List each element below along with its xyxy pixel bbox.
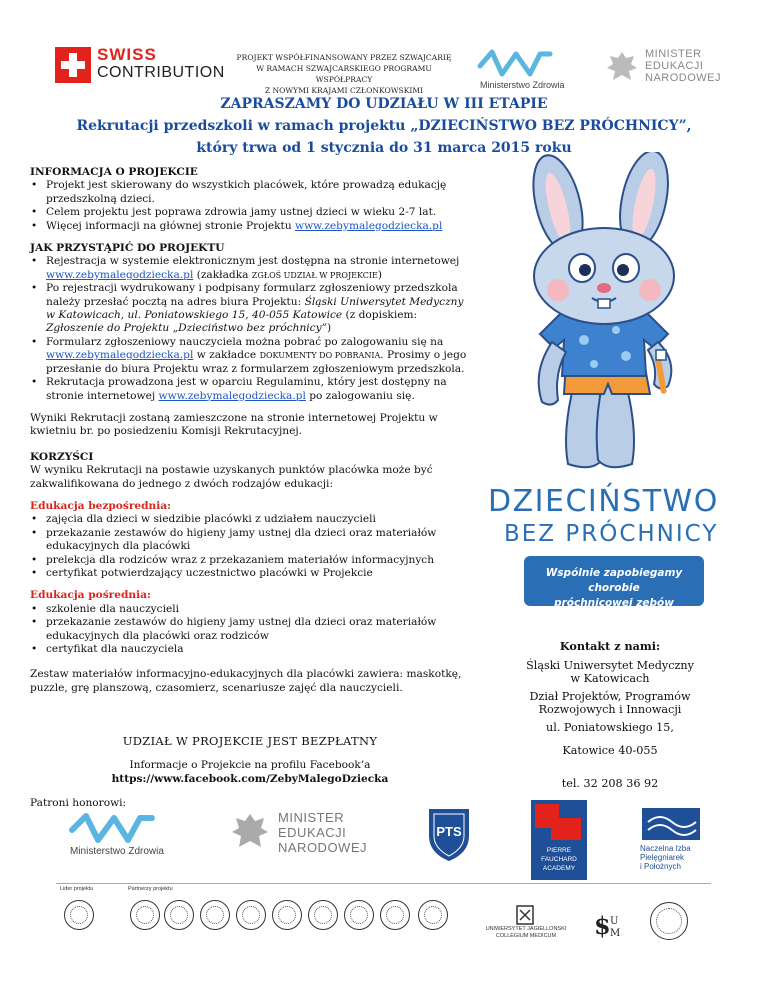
facebook-link[interactable]: https://www.facebook.com/ZebyMalegoDziecka	[111, 773, 389, 785]
spacer	[30, 439, 470, 451]
headline-line2: Rekrutacji przedszkoli w ramach projektu „DZIECIŃSTWO BEZ PRÓCHNICY”,	[76, 118, 692, 134]
partners-label: Partnerzy projektu	[128, 886, 173, 892]
list-item: • certyfikat potwierdzający uczestnictwo placówki w Projekcie	[30, 567, 470, 580]
text: (z dopiskiem:	[342, 309, 418, 322]
ministry-of-education-logo	[605, 48, 735, 88]
cofinancing-note	[228, 52, 460, 96]
tagline-line: próchnicowej zębów	[554, 597, 674, 609]
partner-seal-opole	[650, 902, 688, 940]
men-line: MINISTER	[278, 810, 345, 825]
patron-ministry-of-health-logo	[66, 810, 186, 860]
list-item: • przekazanie zestawów do higieny jamy ustnej dla dzieci oraz materiałów edukacyjnych dla placówki	[30, 527, 470, 554]
contact-line: Śląski Uniwersytet Medyczny	[526, 659, 694, 672]
eagle-emblem-icon	[605, 48, 639, 86]
pfa-line: ACADEMY	[542, 865, 576, 872]
svg-text:M: M	[610, 928, 621, 939]
main-content	[30, 166, 470, 695]
sum-monogram-icon	[592, 910, 632, 940]
list-item	[30, 255, 470, 282]
list-item: • certyfikat dla nauczyciela	[30, 643, 470, 656]
spacer	[30, 491, 470, 500]
text: (zakładka	[193, 268, 252, 281]
list-item	[30, 282, 470, 336]
partner-sum-logo	[592, 910, 632, 940]
teacher-form-link[interactable]: www.zebymalegodziecka.pl	[46, 349, 194, 362]
direct-education-title: Edukacja bezpośrednia:	[30, 499, 172, 512]
svg-text:U: U	[610, 916, 619, 927]
nip-line: i Położnych	[640, 862, 681, 871]
contact-title: Kontakt z nami:	[559, 639, 661, 653]
men-line: MINISTER	[645, 48, 702, 60]
contact-line: Katowice 40-055	[562, 744, 658, 757]
swiss-flag-icon	[55, 47, 91, 83]
patron-men-text	[278, 810, 367, 855]
section-title-benefits: KORZYŚCI	[30, 450, 94, 463]
ministry-of-health-label: Ministerstwo Zdrowia	[480, 80, 565, 90]
facebook-info	[30, 758, 470, 786]
brand-word2: BEZ PRÓCHNICY	[504, 521, 719, 547]
men-line: NARODOWEJ	[645, 72, 721, 84]
results-note: Wyniki Rekrutacji zostaną zamieszczone na stronie internetowej Projektu w kwietniu br. po posiedzeniu Komisji Rekrutacyjnej.	[30, 411, 438, 438]
pts-label: PTS	[436, 824, 462, 839]
patron-ministry-of-education-logo	[230, 808, 380, 864]
contact-box	[505, 640, 715, 790]
leader-label: Lider projektu	[60, 886, 94, 892]
patron-mz-label: Ministerstwo Zdrowia	[70, 846, 164, 857]
free-participation-note: UDZIAŁ W PROJEKCIE JEST BEZPŁATNY	[122, 734, 378, 748]
svg-text:$: $	[594, 911, 611, 940]
partner-seal-8	[344, 900, 374, 930]
facebook-text: Informacje o Projekcie na profilu Facebook’a	[129, 759, 371, 771]
text: w zakładce	[193, 349, 260, 362]
text: )	[327, 322, 332, 335]
kit-contents: Zestaw materiałów informacyjno-edukacyjnych dla placówki zawiera: maskotkę, puzzle, grę planszową, czasomierz, scenariusze zajęć dla nauczycieli.	[30, 668, 462, 694]
section-title-info: INFORMACJA O PROJEKCIE	[30, 166, 198, 178]
list-item	[30, 376, 470, 403]
section-title-join: JAK PRZYSTĄPIĆ DO PROJEKTU	[30, 242, 225, 255]
partner-seal-6	[272, 900, 302, 930]
cofinancing-line: W RAMACH SZWAJCARSKIEGO PROGRAMU WSPÓŁPRACY	[256, 64, 432, 84]
ministry-of-health-mark-icon	[66, 810, 186, 844]
patron-pts-logo	[426, 806, 472, 864]
list-item: • prelekcja dla rodziców wraz z przekazaniem materiałów informacyjnych	[30, 554, 470, 567]
nurses-chamber-text	[640, 844, 691, 871]
partner-seal-1	[64, 900, 94, 930]
tagline-line: Wspólnie zapobiegamy chorobie	[545, 567, 683, 594]
ministry-of-education-text	[645, 48, 721, 84]
partner-seal-2	[130, 900, 160, 930]
spacer	[30, 580, 470, 589]
list-item: • Celem projektu jest poprawa zdrowia jamy ustnej dzieci w wieku 2-7 lat.	[30, 206, 470, 219]
contact-line: Dział Projektów, Programów	[529, 690, 691, 703]
uj-text	[466, 926, 586, 940]
nip-line: Naczelna Izba	[640, 844, 691, 853]
text: )	[377, 268, 383, 281]
patrons-label: Patroni honorowi:	[30, 797, 127, 809]
regulations-link[interactable]: www.zebymalegodziecka.pl	[158, 389, 306, 402]
list-item	[30, 220, 470, 233]
men-line: NARODOWEJ	[278, 840, 367, 855]
uj-crest-icon	[466, 904, 586, 926]
headline-line1: ZAPRASZAMY DO UDZIAŁU W III ETAPIE	[220, 96, 548, 112]
text: . Prosimy o jego przesłanie do biura Projektu wraz z formularzem zgłoszeniowym przedszkola.	[46, 349, 467, 375]
cofinancing-line: PROJEKT WSPÓŁFINANSOWANY PRZEZ SZWAJCARIĘ	[236, 53, 452, 62]
nurses-chamber-mark-icon	[640, 806, 702, 842]
cofinancing-line: Z NOWYMI KRAJAMI CZŁONKOWSKIMI	[264, 86, 424, 95]
partner-jagiellonian-logo	[466, 904, 586, 944]
bunny-mascot-illustration	[486, 152, 724, 482]
project-brand-logo	[486, 484, 736, 614]
men-line: EDUKACJI	[278, 825, 347, 840]
list-item: • Projekt jest skierowany do wszystkich placówek, które prowadzą edukację przedszkolną dzieci.	[30, 179, 470, 206]
text: Po rejestracji wydrukowany i podpisany formularz zgłoszeniowy przedszkola należy przesłać pocztą na adres biura Projektu:	[46, 282, 458, 308]
patron-nurses-chamber-logo	[640, 806, 710, 871]
partner-seal-7	[308, 900, 338, 930]
swiss-logo-word1: SWISS	[97, 45, 157, 64]
list-item: • przekazanie zestawów do higieny jamy ustnej dla dzieci oraz materiałów edukacyjnych dla placówki oraz rodziców	[30, 616, 470, 643]
uj-line: UNIWERSYTET JAGIELLOŃSKI	[485, 926, 567, 932]
tab-downloads-label: DOKUMENTY DO POBRANIA	[259, 351, 381, 361]
eagle-emblem-icon	[230, 808, 270, 858]
envelope-note: Zgłoszenie do Projektu „Dzieciństwo bez próchnicy”	[46, 322, 328, 335]
partner-seal-5	[236, 900, 266, 930]
partner-seal-9	[380, 900, 410, 930]
spacer	[30, 233, 470, 242]
list-item: • szkolenie dla nauczycieli	[30, 603, 470, 616]
partner-seal-4	[200, 900, 230, 930]
text: Formularz zgłoszeniowy nauczyciela można pobrać po zalogowaniu się na	[46, 335, 444, 348]
list-item: • zajęcia dla dzieci w siedzibie placówki z udziałem nauczycieli	[30, 513, 470, 526]
spacer	[30, 656, 470, 668]
text: Rekrutacja prowadzona jest w oparciu Regulaminu, który jest dostępny na stronie internetowej	[46, 376, 447, 402]
contact-phone: tel. 32 208 36 92	[561, 777, 659, 790]
text: Rejestracja w systemie elektronicznym jest dostępna na stronie internetowej	[46, 255, 460, 268]
indirect-education-list	[30, 603, 470, 657]
office-address: Śląski Uniwersytet Medyczny w Katowicach, ul. Poniatowskiego 15, 40-055 Katowice	[46, 295, 464, 322]
tab-register-label: ZGŁOŚ UDZIAŁ W PROJEKCIE	[251, 270, 378, 280]
partner-seal-10	[418, 900, 448, 930]
info-list	[30, 179, 470, 233]
project-website-link[interactable]: www.zebymalegodziecka.pl	[295, 219, 443, 232]
indirect-education-title: Edukacja pośrednia:	[30, 589, 151, 602]
join-list	[30, 255, 470, 402]
ministry-of-health-logo	[476, 44, 576, 94]
men-line: EDUKACJI	[645, 60, 704, 72]
direct-education-list	[30, 513, 470, 580]
registration-link[interactable]: www.zebymalegodziecka.pl	[46, 268, 194, 281]
uj-line: COLLEGIUM MEDICUM	[495, 933, 557, 939]
pfa-mark-red2	[551, 818, 581, 840]
pfa-line: PIERRE	[546, 847, 572, 854]
brand-word1: DZIECIŃSTWO	[488, 484, 719, 519]
contact-line: ul. Poniatowskiego 15,	[546, 721, 674, 734]
pfa-line: FAUCHARD	[541, 856, 577, 863]
benefits-intro: W wyniku Rekrutacji na postawie uzyskanych punktów placówka może być zakwalifikowana do jednego z dwóch rodzajów edukacji:	[30, 464, 433, 490]
pfa-text	[531, 846, 587, 873]
contact-line: Rozwojowych i Innowacji	[538, 703, 682, 716]
headline-line3: który trwa od 1 stycznia do 31 marca 2015 roku	[196, 140, 572, 156]
list-item-text: Więcej informacji na głównej stronie Projektu	[46, 219, 296, 232]
nip-line: Pielęgniarek	[640, 853, 685, 862]
text: po zalogowaniu się.	[305, 389, 415, 402]
footer-divider	[56, 883, 711, 884]
partner-seal-3	[164, 900, 194, 930]
ministry-of-health-mark-icon	[476, 44, 576, 80]
swiss-logo-word2: CONTRIBUTION	[97, 64, 225, 81]
spacer	[30, 403, 470, 412]
contact-line: w Katowicach	[570, 672, 650, 685]
list-item	[30, 336, 470, 376]
swiss-contribution-logo	[55, 45, 225, 87]
patron-pierre-fauchard-academy-logo	[531, 800, 587, 880]
brand-tagline	[524, 556, 704, 609]
